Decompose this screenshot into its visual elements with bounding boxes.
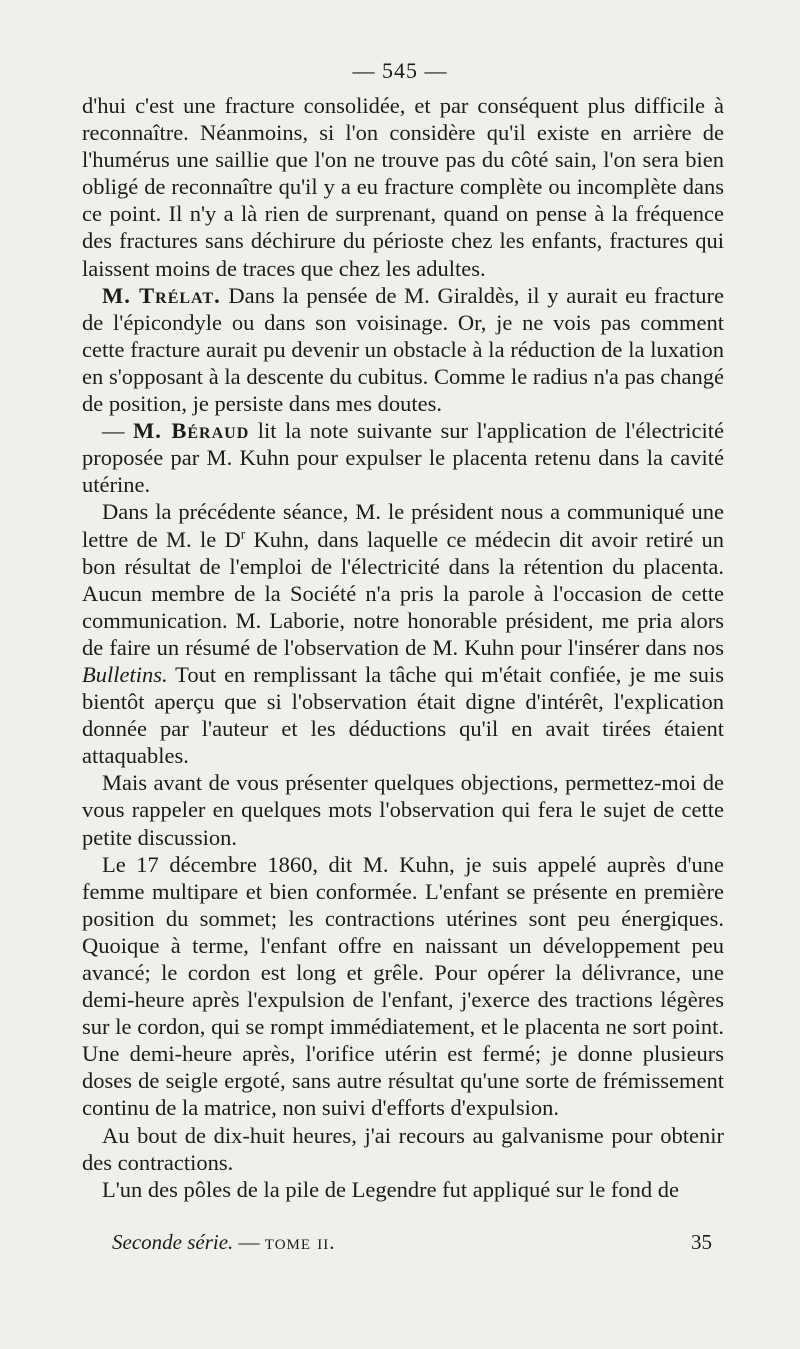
speaker-name: M. Trélat.	[102, 282, 221, 308]
paragraph-text: Dans la pensée de M. Giraldès, il y aurait eu fracture de l'épicondyle ou dans son voisinage. Or, je ne vois pas comment cette fracture aurait pu devenir un obstacle à la réduction de la luxation en s'opposant à la descente du cubitus. Comme le radius n'a pas changé de position, je persiste dans mes doutes.	[82, 282, 724, 417]
italic-title: Bulletins.	[82, 661, 168, 687]
paragraph-text: Tout en remplissant la tâche qui m'était confiée, je me suis bientôt aperçu que si l'observation était digne d'intérêt, l'explication donnée par l'auteur et les déductions qu'il en avait tirées étaient attaquables.	[82, 661, 724, 769]
signature-mark: 35	[691, 1230, 712, 1254]
paragraph-1: d'hui c'est une fracture consolidée, et par conséquent plus difficile à reconnaître. Néanmoins, si l'on considère qu'il existe en arrière de l'humérus une saillie que l'on ne trouve pas du côté sain, l'on sera bien obligé de reconnaître qu'il y a eu fracture complète ou incomplète dans ce point. Il n'y a là rien de surprenant, quand on pense à la fréquence des fractures sans déchirure du périoste chez les enfants, fractures qui laissent moins de traces que chez les adultes.	[82, 93, 724, 281]
paragraph-8: L'un des pôles de la pile de Legendre fut appliqué sur le fond de	[102, 1176, 679, 1202]
paragraph-4	[82, 498, 724, 769]
paragraph-text: Kuhn, dans laquelle ce médecin dit avoir retiré un bon résultat de l'emploi de l'électricité dans la rétention du placenta. Aucun membre de la Société n'a pris la parole à l'occasion de cette communication. M. Laborie, notre honorable président, me pria alors de faire un résumé de l'observation de M. Kuhn pour l'insérer dans nos	[82, 526, 724, 660]
superscript: r	[240, 526, 246, 541]
paragraph-prefix: —	[102, 418, 134, 444]
paragraph-2	[82, 282, 724, 417]
footer-dash: —	[233, 1230, 265, 1254]
series-label: Seconde série.	[112, 1230, 234, 1254]
page-number: — 545 —	[352, 58, 448, 83]
paragraph-3	[82, 417, 724, 498]
tome-label: tome ii.	[264, 1230, 336, 1254]
page-footer	[112, 1230, 712, 1255]
paragraph-6: Le 17 décembre 1860, dit M. Kuhn, je suis appelé auprès d'une femme multipare et bien conformée. L'enfant se présente en première position du sommet; les contractions utérines sont peu énergiques. Quoique à terme, l'enfant offre en naissant un développement peu avancé; le cordon est long et grêle. Pour opérer la délivrance, une demi-heure après l'expulsion de l'enfant, j'exerce des tractions légères sur le cordon, qui se rompt immédiatement, et le placenta ne sort point. Une demi-heure après, l'orifice utérin est fermé; je donne plusieurs doses de seigle ergoté, sans autre résultat qu'une sorte de frémissement continu de la matrice, non suivi d'efforts d'expulsion.	[82, 851, 724, 1121]
paragraph-text: lit la note suivante sur l'application de l'électricité proposée par M. Kuhn pour expulser le placenta retenu dans la cavité utérine.	[82, 418, 725, 498]
paragraph-5: Mais avant de vous présenter quelques objections, permettez-moi de vous rappeler en quelques mots l'observation qui fera le sujet de cette petite discussion.	[82, 770, 724, 850]
paragraph-text: Dans la précédente séance, M. le président nous a communiqué une lettre de M. le D	[82, 499, 724, 552]
speaker-name: M. Béraud	[133, 418, 250, 444]
paragraph-7: Au bout de dix-huit heures, j'ai recours au galvanisme pour obtenir des contractions.	[82, 1122, 724, 1175]
body-text	[82, 92, 724, 1203]
